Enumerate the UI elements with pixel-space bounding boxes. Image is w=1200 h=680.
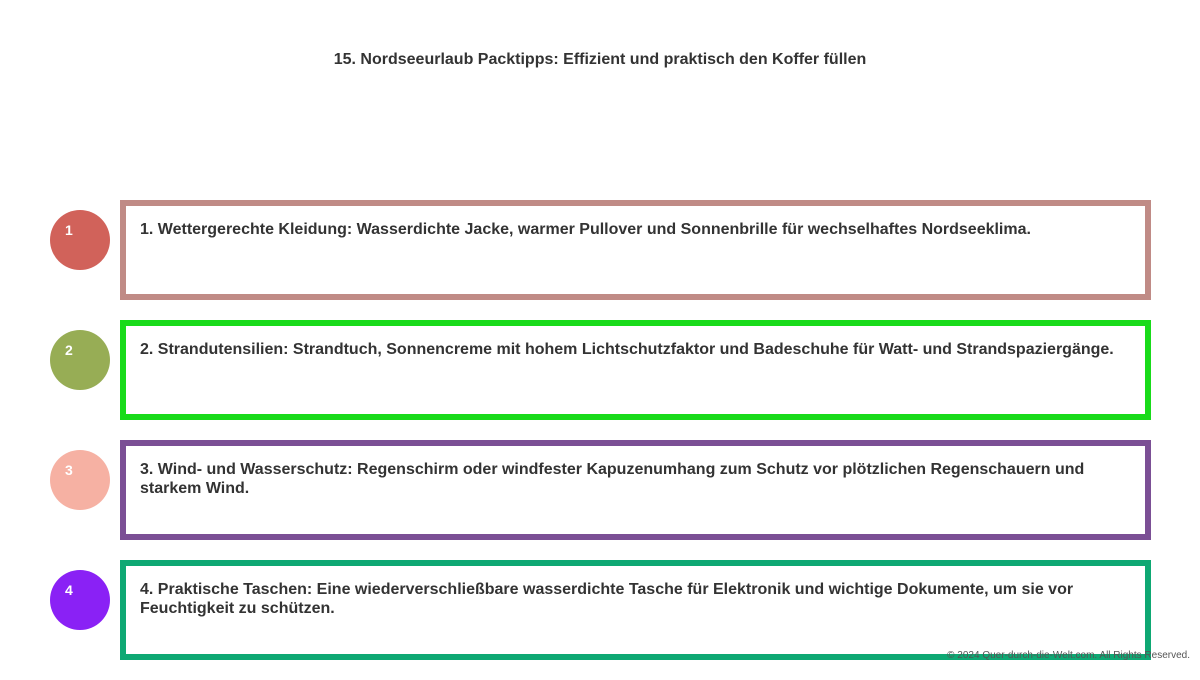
tip-row	[0, 200, 1200, 300]
tip-text: 1. Wettergerechte Kleidung: Wasserdichte Jacke, warmer Pullover und Sonnenbrille für wechselhaftes Nordseeklima.	[140, 221, 1031, 238]
number-badge	[50, 570, 110, 630]
number-badge-label: 2	[65, 342, 73, 358]
number-badge	[50, 330, 110, 390]
number-badge-label: 1	[65, 222, 73, 238]
tip-row	[0, 440, 1200, 540]
tip-box	[120, 440, 1151, 540]
tip-row	[0, 560, 1200, 660]
number-badge-label: 4	[65, 582, 73, 598]
number-badge	[50, 450, 110, 510]
number-badge	[50, 210, 110, 270]
tip-text: 3. Wind- und Wasserschutz: Regenschirm oder windfester Kapuzenumhang zum Schutz vor plötzlichen Regenschauern und starkem Wind.	[140, 461, 1085, 497]
number-badge-label: 3	[65, 462, 73, 478]
tip-box	[120, 560, 1151, 660]
copyright-notice: © 2024 Quer-durch-die-Welt.com. All Rights Reserved.	[947, 650, 1190, 661]
page-title: 15. Nordseeurlaub Packtipps: Effizient und praktisch den Koffer füllen	[333, 51, 867, 68]
tip-row	[0, 320, 1200, 420]
tip-text: 2. Strandutensilien: Strandtuch, Sonnencreme mit hohem Lichtschutzfaktor und Badeschuhe für Watt- und Strandspaziergänge.	[140, 341, 1114, 358]
tip-box	[120, 200, 1151, 300]
tip-text: 4. Praktische Taschen: Eine wiederverschließbare wasserdichte Tasche für Elektronik und wichtige Dokumente, um sie vor Feuchtigkeit zu schützen.	[140, 581, 1074, 617]
tip-box	[120, 320, 1151, 420]
